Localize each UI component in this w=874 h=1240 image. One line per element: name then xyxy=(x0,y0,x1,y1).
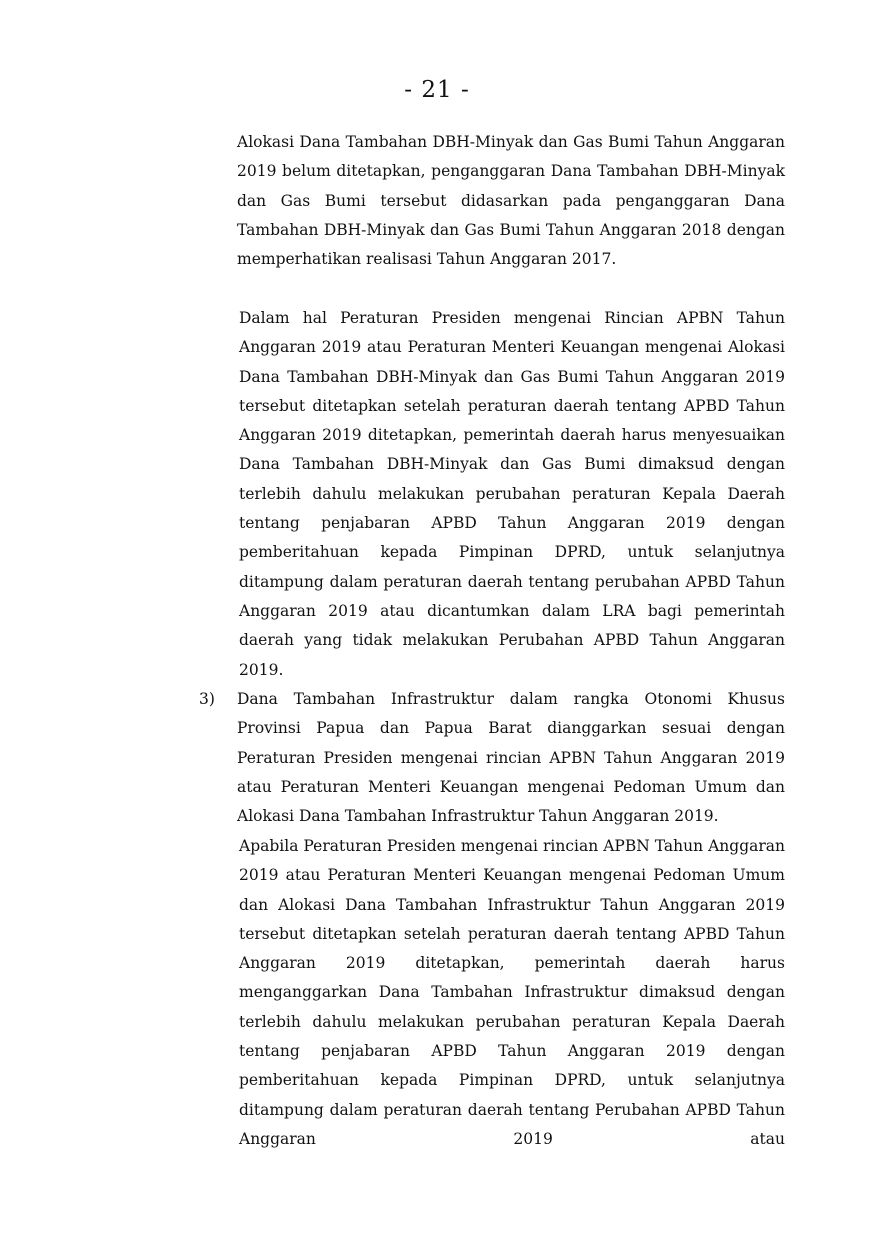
paragraph-dbh-migas-allocation: Alokasi Dana Tambahan DBH-Minyak dan Gas Bumi Tahun Anggaran 2019 belum ditetapkan, penganggaran Dana Tambahan DBH-Minyak dan Gas Bumi tersebut didasarkan pada penganggaran Dana Tambahan DBH-Minyak dan Gas Bumi Tahun Anggaran 2018 dengan memperhatikan realisasi Tahun Anggaran 2017. xyxy=(237,133,785,269)
page-number: - 21 - xyxy=(404,77,470,103)
paragraph-dbh-migas-adjustment: Dalam hal Peraturan Presiden mengenai Rincian APBN Tahun Anggaran 2019 atau Peraturan Menteri Keuangan mengenai Alokasi Dana Tambahan DBH-Minyak dan Gas Bumi Tahun Anggaran 2019 tersebut ditetapkan setelah peraturan daerah tentang APBD Tahun Anggaran 2019 ditetapkan, pemerintah daerah harus menyesuaikan Dana Tambahan DBH-Minyak dan Gas Bumi dimaksud dengan terlebih dahulu melakukan perubahan peraturan Kepala Daerah tentang penjabaran APBD Tahun Anggaran 2019 dengan pemberitahuan kepada Pimpinan DPRD, untuk selanjutnya ditampung dalam peraturan daerah tentang perubahan APBD Tahun Anggaran 2019 atau dicantumkan dalam LRA bagi pemerintah daerah yang tidak melakukan Perubahan APBD Tahun Anggaran 2019. xyxy=(239,309,785,679)
list-item-marker-3: 3) xyxy=(199,690,215,708)
paragraph-infrastructure-fund: Dana Tambahan Infrastruktur dalam rangka Otonomi Khusus Provinsi Papua dan Papua Barat dianggarkan sesuai dengan Peraturan Presiden mengenai rincian APBN Tahun Anggaran 2019 atau Peraturan Menteri Keuangan mengenai Pedoman Umum dan Alokasi Dana Tambahan Infrastruktur Tahun Anggaran 2019. xyxy=(237,690,785,826)
paragraph-infrastructure-adjustment: Apabila Peraturan Presiden mengenai rincian APBN Tahun Anggaran 2019 atau Peraturan Menteri Keuangan mengenai Pedoman Umum dan Alokasi Dana Tambahan Infrastruktur Tahun Anggaran 2019 tersebut ditetapkan setelah peraturan daerah tentang APBD Tahun Anggaran 2019 ditetapkan, pemerintah daerah harus menganggarkan Dana Tambahan Infrastruktur dimaksud dengan terlebih dahulu melakukan perubahan peraturan Kepala Daerah tentang penjabaran APBD Tahun Anggaran 2019 dengan pemberitahuan kepada Pimpinan DPRD, untuk selanjutnya ditampung dalam peraturan daerah tentang Perubahan APBD Tahun Anggaran 2019 atau xyxy=(239,837,785,1148)
